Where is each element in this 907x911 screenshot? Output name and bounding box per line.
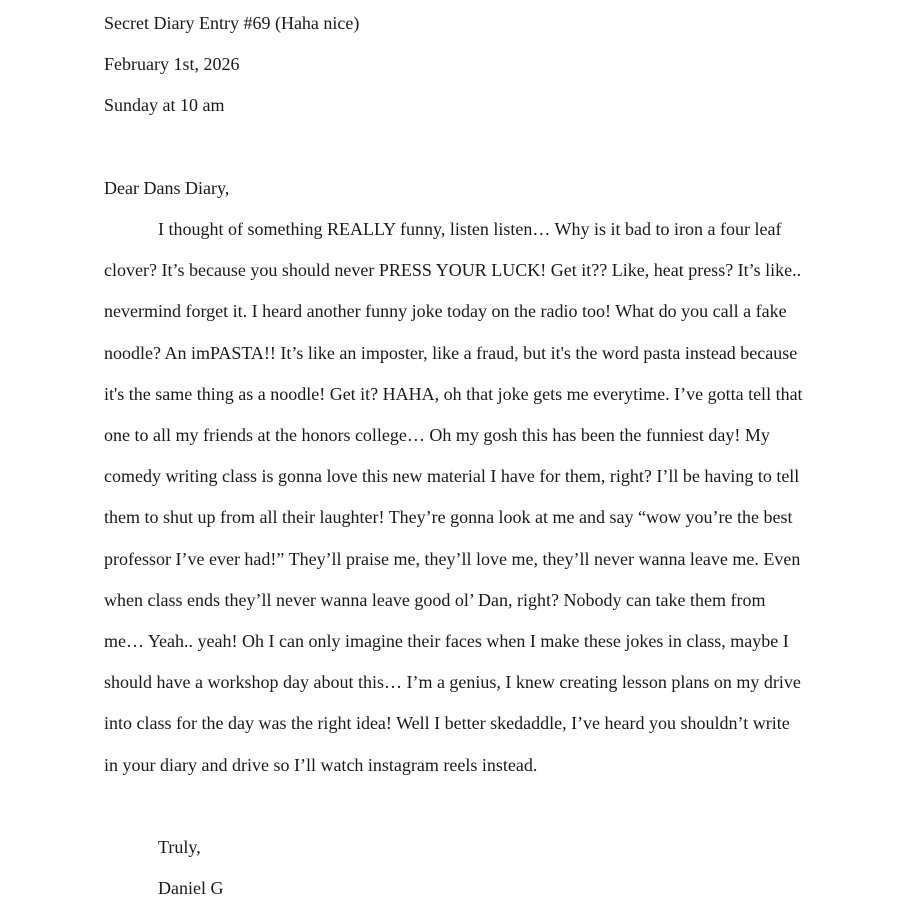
signature: Daniel G: [158, 878, 224, 899]
body-line: professor I’ve ever had!” They’ll praise me, they’ll love me, they’ll never wanna leave me. Even: [104, 548, 801, 569]
letter-closing: [104, 827, 814, 909]
body-line: me… Yeah.. yeah! Oh I can only imagine their faces when I make these jokes in class, maybe I: [104, 631, 789, 652]
salutation: Dear Dans Diary,: [104, 177, 230, 198]
body-line: should have a workshop day about this… I’m a genius, I knew creating lesson plans on my drive: [104, 672, 801, 693]
entry-title: Secret Diary Entry #69 (Haha nice): [104, 13, 360, 33]
entry-header: [104, 0, 814, 127]
document-page: [104, 0, 814, 909]
body-line: nevermind forget it. I heard another funny joke today on the radio too! What do you call a fake: [104, 301, 787, 322]
body-line: into class for the day was the right idea! Well I better skedaddle, I’ve heard you shouldn’t write: [104, 713, 790, 734]
closing-word: Truly,: [158, 837, 201, 858]
body-line: it's the same thing as a noodle! Get it? HAHA, oh that joke gets me everytime. I’ve gotta tell that: [104, 383, 803, 404]
letter-body: [104, 209, 814, 786]
entry-date: February 1st, 2026: [104, 54, 240, 75]
body-line: I thought of something REALLY funny, listen listen… Why is it bad to iron a four leaf: [158, 219, 782, 239]
body-line: in your diary and drive so I’ll watch instagram reels instead.: [104, 754, 538, 775]
entry-time: Sunday at 10 am: [104, 95, 225, 116]
body-line: them to shut up from all their laughter! They’re gonna look at me and say “wow you’re the best: [104, 507, 793, 528]
body-line: comedy writing class is gonna love this new material I have for them, right? I’ll be having to tell: [104, 466, 800, 487]
body-line: clover? It’s because you should never PRESS YOUR LUCK! Get it?? Like, heat press? It’s like..: [104, 260, 802, 281]
body-line: when class ends they’ll never wanna leave good ol’ Dan, right? Nobody can take them from: [104, 589, 766, 610]
body-line: noodle? An imPASTA!! It’s like an imposter, like a fraud, but it's the word pasta instead because: [104, 342, 798, 363]
body-line: one to all my friends at the honors college… Oh my gosh this has been the funniest day! My: [104, 425, 770, 446]
blank-line: [104, 786, 814, 827]
blank-line: [104, 127, 814, 168]
